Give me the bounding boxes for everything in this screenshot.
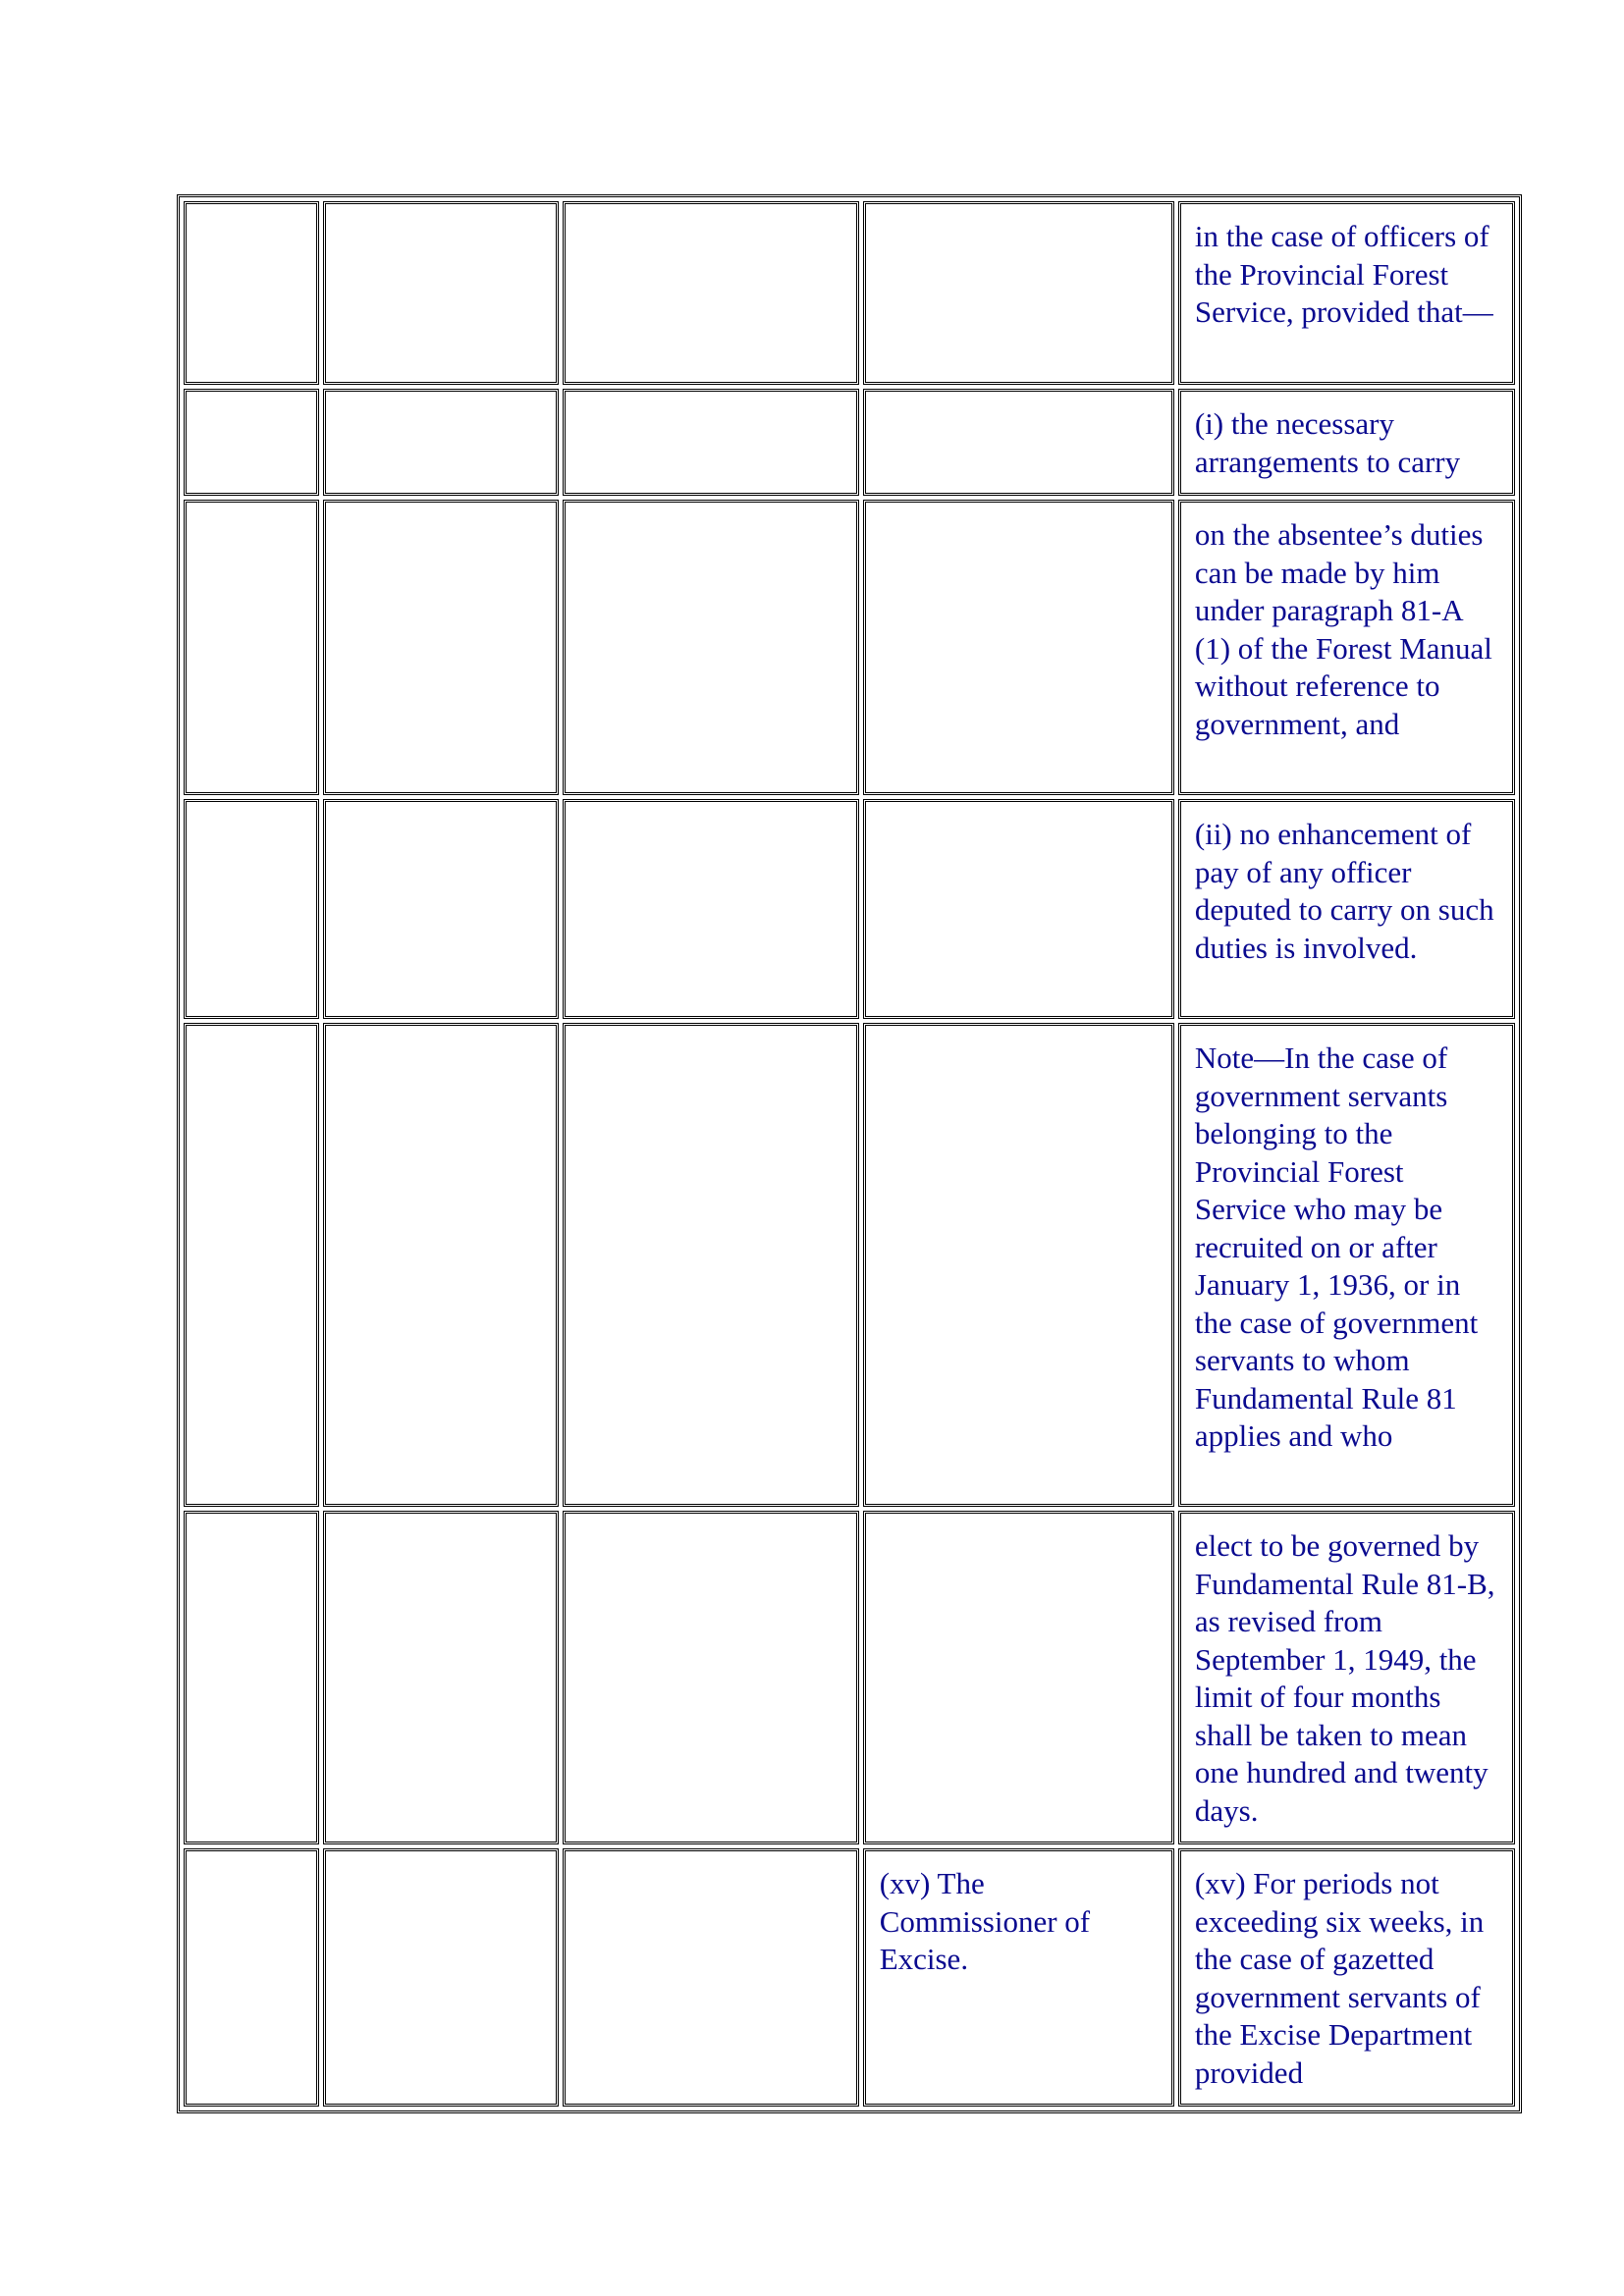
table-cell	[563, 1023, 859, 1507]
condition-cell: (i) the necessary arrangements to carry	[1178, 389, 1515, 496]
authority-cell	[863, 799, 1174, 1019]
table-cell	[184, 500, 319, 795]
table-row	[184, 1848, 1515, 2107]
condition-cell: elect to be governed by Fundamental Rule 81-B, as revised from September 1, 1949, the limit of four months shall be taken to mean one hundred and twenty days.	[1178, 1511, 1515, 1844]
table-cell	[323, 1511, 559, 1844]
table-row	[184, 201, 1515, 385]
table-cell	[323, 1848, 559, 2107]
authority-cell	[863, 389, 1174, 496]
table-cell	[563, 500, 859, 795]
table-cell	[563, 1848, 859, 2107]
table-cell	[184, 799, 319, 1019]
table-cell	[563, 1511, 859, 1844]
table-row	[184, 389, 1515, 496]
condition-cell: (ii) no enhancement of pay of any officer deputed to carry on such duties is involved.	[1178, 799, 1515, 1019]
table-row	[184, 1511, 1515, 1844]
table-cell	[563, 389, 859, 496]
table-row	[184, 799, 1515, 1019]
condition-cell: Note—In the case of government servants belonging to the Provincial Forest Service who may be recruited on or after January 1, 1936, or in the case of government servants to whom Fundamental Rule 81 applies and who	[1178, 1023, 1515, 1507]
authority-cell	[863, 1511, 1174, 1844]
condition-cell: in the case of officers of the Provincial Forest Service, provided that—	[1178, 201, 1515, 385]
authority-cell	[863, 201, 1174, 385]
rules-table	[177, 194, 1522, 2113]
table-row	[184, 500, 1515, 795]
condition-cell: (xv) For periods not exceeding six weeks, in the case of gazetted government servants of the Excise Department provided	[1178, 1848, 1515, 2107]
authority-cell: (xv) The Commissioner of Excise.	[863, 1848, 1174, 2107]
table-row	[184, 1023, 1515, 1507]
table-cell	[563, 201, 859, 385]
table-cell	[184, 1023, 319, 1507]
authority-cell	[863, 1023, 1174, 1507]
table-cell	[184, 1511, 319, 1844]
table-cell	[323, 799, 559, 1019]
table-cell	[323, 201, 559, 385]
table-cell	[323, 389, 559, 496]
table-cell	[184, 389, 319, 496]
table-cell	[323, 1023, 559, 1507]
table-cell	[563, 799, 859, 1019]
table-cell	[323, 500, 559, 795]
table-cell	[184, 201, 319, 385]
condition-cell: on the absentee’s duties can be made by him under paragraph 81-A (1) of the Forest Manual without reference to government, and	[1178, 500, 1515, 795]
authority-cell	[863, 500, 1174, 795]
table-cell	[184, 1848, 319, 2107]
